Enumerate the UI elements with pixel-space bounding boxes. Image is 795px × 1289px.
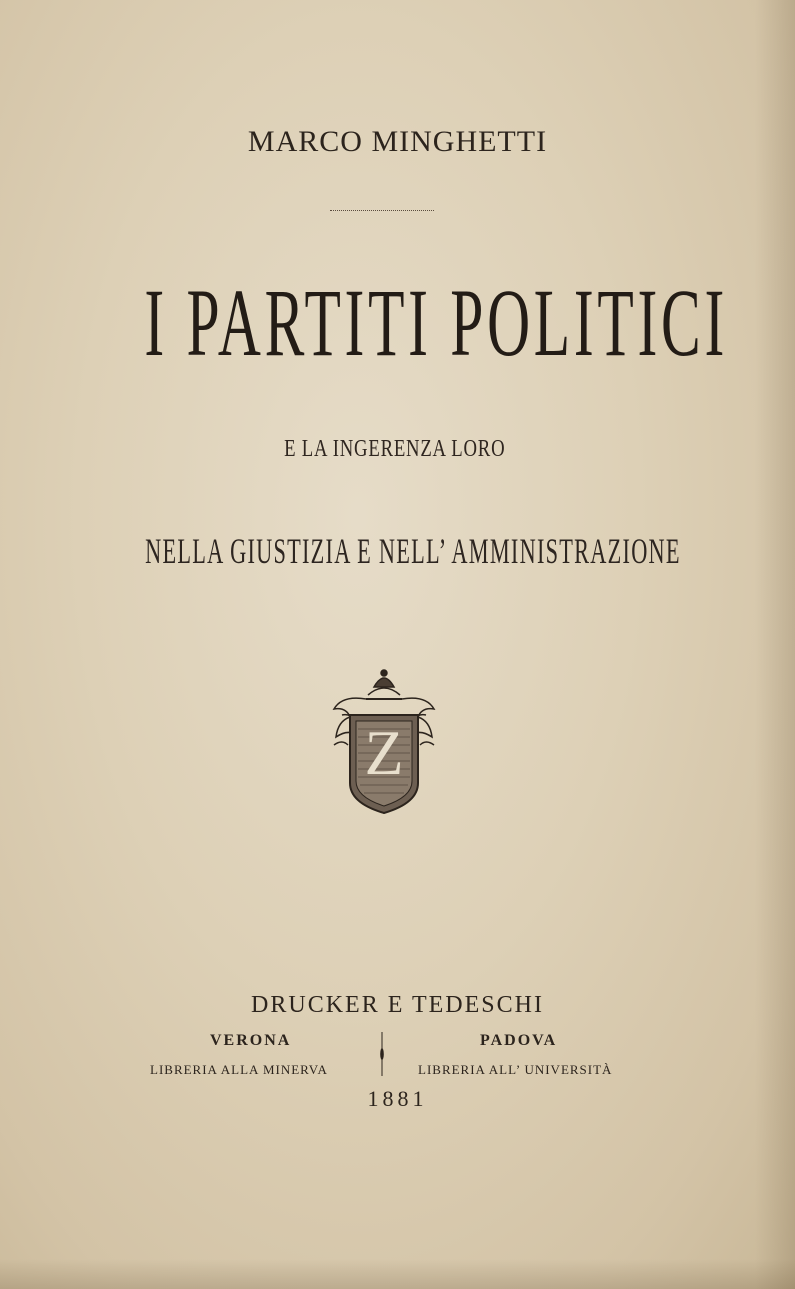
subtitle-line-1: E LA INGERENZA LORO [284, 436, 506, 462]
dotted-rule [330, 210, 434, 211]
bookshop-left: LIBRERIA ALLA MINERVA [150, 1062, 328, 1077]
ornamental-divider [380, 1032, 384, 1076]
emblem-letter: Z [364, 717, 404, 788]
subtitle-line-2: NELLA GIUSTIZIA E NELL’ AMMINISTRAZIONE [145, 531, 681, 571]
publication-year: 1881 [367, 1086, 428, 1111]
bookshop-right: LIBRERIA ALL’ UNIVERSITÀ [418, 1062, 613, 1077]
author-name: MARCO MINGHETTI [247, 125, 548, 158]
city-right: PADOVA [480, 1032, 558, 1049]
city-left: VERONA [210, 1032, 292, 1049]
publisher-name: DRUCKER E TEDESCHI [251, 992, 544, 1018]
book-title: I PARTITI POLITICI [144, 269, 729, 376]
page-bottom-edge [0, 1259, 795, 1289]
